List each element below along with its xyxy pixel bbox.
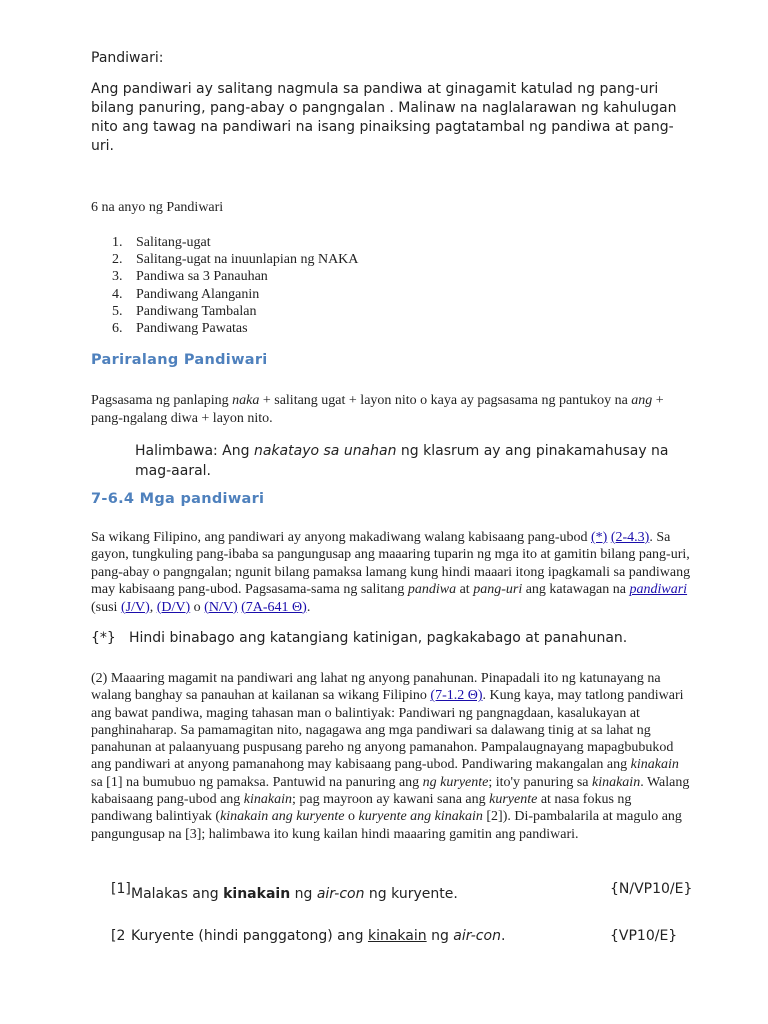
list-item: 2. Salitang-ugat na inuunlapian ng NAKA — [112, 252, 359, 268]
pandiwari-paragraph-1: Sa wikang Filipino, ang pandiwari ay anyong makadiwang walang kabisaang pang-ubod (*) (2-4.3). Sa gayon, tungkuling pang-ibaba sa pangungusap ang maaaring tuparin ng mga ito at gamitin bilang pang-uri, pang-abay o pangngalan; ngunit bilang pamaksa lamang kung hindi maaari itong ipagkamali sa pandiwang may kabisaang pang-ubod. Pagsasama-sama ng salitang pandiwa at pang-uri ang katawagan na pandiwari (susi (J/V), (D/V) o (N/V) (7A-641 Θ). — [91, 530, 691, 615]
list-item: 4. Pandiwang Alanganin — [112, 286, 260, 302]
section-heading-mga-pandiwari: 7-6.4 Mga pandiwari — [91, 491, 265, 507]
parirala-paragraph: Pagsasama ng panlaping naka + salitang ugat + layon nito o kaya ay pagsasama ng pantukoy na ang + pang-ngalang diwa + layon nito. — [91, 393, 664, 426]
list-item: 5. Pandiwang Tambalan — [112, 303, 257, 319]
example-1-code: {N/VP10/E} — [610, 881, 693, 897]
link-nv[interactable]: (N/V) — [204, 599, 238, 615]
example-1-number: [1] — [111, 881, 131, 897]
example-2-text: Kuryente (hindi panggatong) ang kinakain ng air-con. — [131, 928, 506, 944]
page-title: Pandiwari: — [91, 50, 164, 66]
link-7a-641[interactable]: (7A-641 Θ) — [241, 599, 307, 615]
link-2-4-3[interactable]: (2-4.3) — [610, 530, 650, 545]
list-item: 6. Pandiwang Pawatas — [112, 321, 248, 337]
link-jv[interactable]: (J/V) — [120, 599, 150, 615]
halimbawa-example: Halimbawa: Ang nakatayo sa unahan ng klasrum ay ang pinakamahusay na mag-aaral. — [135, 443, 669, 479]
link-pandiwari[interactable]: pandiwari — [629, 582, 688, 598]
example-2-code: {VP10/E} — [610, 928, 678, 944]
anyo-title: 6 na anyo ng Pandiwari — [91, 200, 224, 215]
footnote-star: {*} Hindi binabago ang katangiang katinigan, pagkakabago at panahunan. — [91, 630, 628, 646]
link-dv[interactable]: (D/V) — [156, 599, 191, 615]
intro-paragraph: Ang pandiwari ay salitang nagmula sa pandiwa at ginagamit katulad ng pang-uri bilang panuring, pang-abay o pangngalan . Malinaw na naglalarawan ng kahulugan nito ang tawag na pandiwari na isang pinaiksing pagtatambal ng pandiwa at pang-uri. — [91, 81, 677, 154]
anyo-list — [112, 234, 358, 337]
pandiwari-paragraph-2: (2) Maaaring magamit na pandiwari ang lahat ng anyong panahunan. Pinapadali ito ng katunayang na walang banghay sa panauhan at kailanan sa wikang Filipino (7-1.2 Θ). Kung kaya, may tatlong pandiwari ang bawat pandiwa, maging tahasan man o balintiyak: Pandiwari ng pangnagdaan, kasalukayan at panghinaharap. Sa pamamagitan nito, nagagawa ang mga pandiwari sa dalawang tinig at sa lahat ng panahunan at palaanyuang puspusang pareho ng anyong pamanahon. Pampalaugnayang mapagbubukod ang pandiwari at anyong pamanahong may kabisaang pang-ubod. Pandiwaring makangalan ang kinakain sa [1] na bumubuo ng pamaksa. Pantuwid na panuring ang ng kuryente; ito'y panuring sa kinakain. Walang kabaisaang pang-ubod ang kinakain; pag mayroon ay kawani sana ang kuryente at nasa fokus ng pandiwang balintiyak (kinakain ang kuryente o kuryente ang kinakain [2]). Di-pambalarila at magulo ang pangungusap na [3]; halimbawa ito kung kailan hindi maaaring gamitin ang pandiwari. — [91, 671, 690, 842]
link-star[interactable]: (*) — [591, 530, 608, 545]
section-heading-parirala: Pariralang Pandiwari — [91, 352, 268, 368]
list-item: 3. Pandiwa sa 3 Panauhan — [112, 269, 268, 285]
link-7-1-2[interactable]: (7-1.2 Θ) — [430, 688, 483, 704]
example-2-number: [2 — [111, 928, 126, 944]
list-item: 1. Salitang-ugat — [112, 235, 211, 250]
example-1-text: Malakas ang kinakain ng air-con ng kuryente. — [131, 886, 458, 902]
